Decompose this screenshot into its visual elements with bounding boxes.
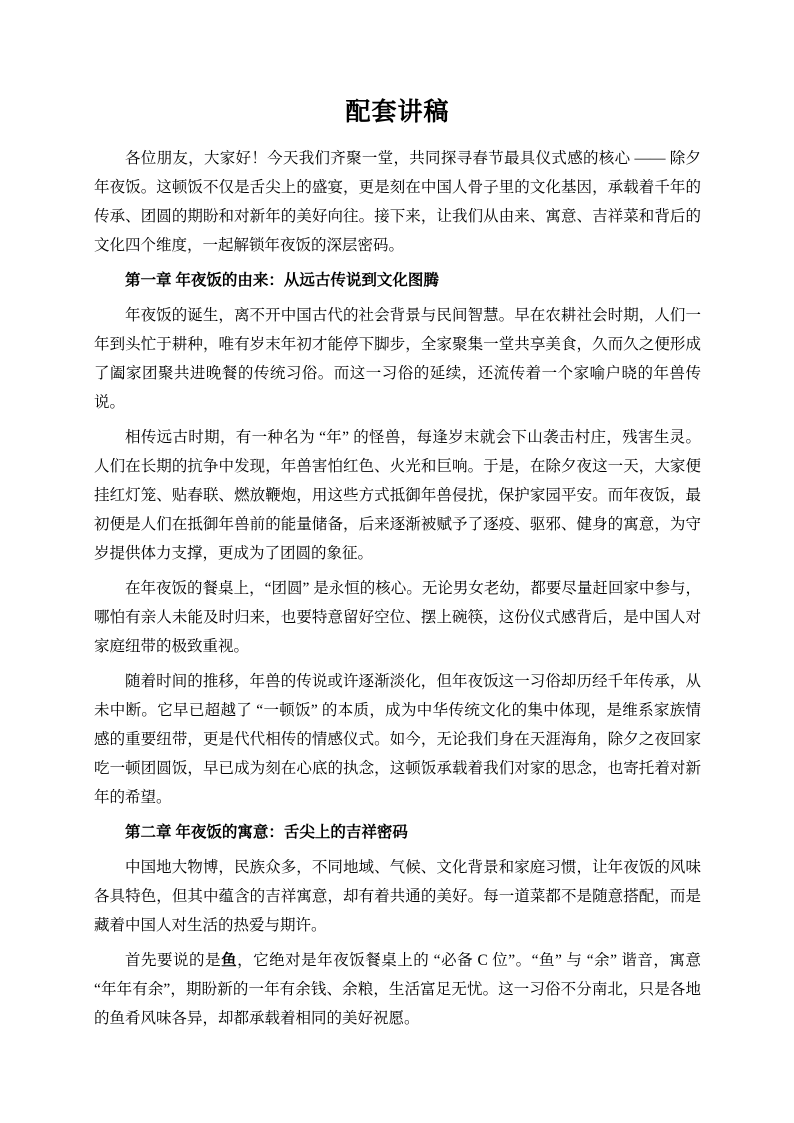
- chapter1-heading: 第一章 年夜饭的由来：从远古传说到文化图腾: [125, 272, 439, 289]
- chapter1-paragraph-4: 随着时间的推移，年兽的传说或许逐渐淡化，但年夜饭这一习俗却历经千年传承，从未中断。它早已超越了 “一顿饭” 的本质，成为中华传统文化的集中体现，是维系家族情感的重要纽带，更是代代相传的情感仪式。如今，无论我们身在天涯海角，除夕之夜回家吃一顿团圆饭，早已成为刻在心底的执念，这顿饭承载着我们对家的思念，也寄托着对新年的希望。: [94, 673, 701, 806]
- chapter2-paragraph-2-text-before: 首先要说的是: [125, 952, 222, 969]
- document-title: 配套讲稿: [345, 99, 450, 126]
- chapter2-paragraph-2-text-after: ，它绝对是年夜饭餐桌上的 “必备 C 位”。“鱼” 与 “余” 谐音，寓意 “年年有余”，期盼新的一年有余钱、余粮，生活富足无忧。这一习俗不分南北，只是各地的鱼肴风味各异，却都承载着相同的美好祝愿。: [94, 952, 701, 1027]
- chapter2-paragraph-1: 中国地大物博，民族众多，不同地域、气候、文化背景和家庭习惯，让年夜饭的风味各具特色，但其中蕴含的吉祥寓意，却有着共通的美好。每一道菜都不是随意搭配，而是藏着中国人对生活的热爱与期许。: [94, 859, 701, 934]
- emphasized-word-fish: 鱼: [221, 952, 238, 969]
- chapter1-paragraph-3: 在年夜饭的餐桌上，“团圆” 是永恒的核心。无论男女老幼，都要尽量赶回家中参与，哪怕有亲人未能及时归来，也要特意留好空位、摆上碗筷，这份仪式感背后，是中国人对家庭纽带的极致重视。: [94, 580, 701, 655]
- intro-paragraph: 各位朋友，大家好！今天我们齐聚一堂，共同探寻春节最具仪式感的核心 —— 除夕年夜饭。这顿饭不仅是舌尖上的盛宴，更是刻在中国人骨子里的文化基因，承载着千年的传承、团圆的期盼和对新年的美好向往。接下来，让我们从由来、寓意、吉祥菜和背后的文化四个维度，一起解锁年夜饭的深层密码。: [94, 150, 701, 254]
- chapter2-paragraph-2: [94, 946, 701, 1033]
- chapter1-paragraph-2: 相传远古时期，有一种名为 “年” 的怪兽，每逢岁末就会下山袭击村庄，残害生灵。人们在长期的抗争中发现，年兽害怕红色、火光和巨响。于是，在除夕夜这一天，大家便挂红灯笼、贴春联、燃放鞭炮，用这些方式抵御年兽侵扰，保护家园平安。而年夜饭，最初便是人们在抵御年兽前的能量储备，后来逐渐被赋予了逐疫、驱邪、健身的寓意，为守岁提供体力支撑，更成为了团圆的象征。: [94, 429, 701, 562]
- chapter1-paragraph-1: 年夜饭的诞生，离不开中国古代的社会背景与民间智慧。早在农耕社会时期，人们一年到头忙于耕种，唯有岁末年初才能停下脚步，全家聚集一堂共享美食，久而久之便形成了阖家团聚共进晚餐的传统习俗。而这一习俗的延续，还流传着一个家喻户晓的年兽传说。: [94, 307, 701, 411]
- chapter2-heading: 第二章 年夜饭的寓意：舌尖上的吉祥密码: [125, 824, 408, 841]
